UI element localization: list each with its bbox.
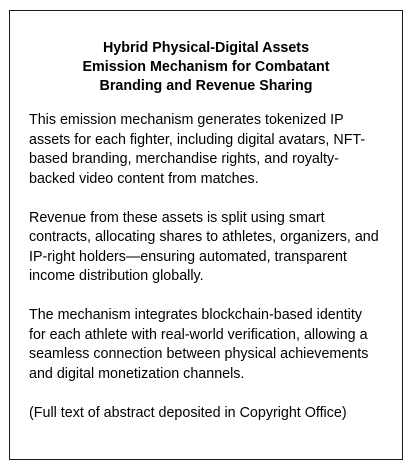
document-title: [10, 39, 402, 96]
text-line: (Full text of abstract deposited in Copyright Office): [29, 404, 347, 421]
abstract-body: [29, 111, 399, 443]
text-line: This emission mechanism generates tokenized IP: [29, 112, 344, 128]
abstract-box: [9, 10, 403, 460]
text-line: contracts, allocating shares to athletes, organizers, and: [29, 229, 379, 245]
text-line: The mechanism integrates blockchain-based identity: [29, 307, 362, 323]
text-line: and digital monetization channels.: [29, 365, 245, 382]
text-line: based branding, merchandise rights, and royalty-: [29, 151, 339, 167]
text-line: for each athlete with real-world verification, allowing a: [29, 326, 368, 343]
paragraph-identity-integration: [29, 306, 399, 384]
text-line: seamless connection between physical achievements: [29, 346, 369, 362]
title-line: Hybrid Physical-Digital Assets: [102, 40, 310, 56]
text-line: IP-right holders—ensuring automated, transparent: [29, 248, 347, 265]
text-line: income distribution globally.: [29, 268, 204, 284]
text-line: Revenue from these assets is split using smart: [29, 209, 325, 226]
paragraph-deposit-note: [29, 404, 399, 424]
text-line: assets for each fighter, including digital avatars, NFT-: [29, 131, 366, 148]
paragraph-asset-generation: [29, 111, 399, 189]
title-line: Branding and Revenue Sharing: [99, 78, 313, 94]
paragraph-revenue-sharing: [29, 209, 399, 287]
text-line: backed video content from matches.: [29, 170, 259, 187]
title-line: Emission Mechanism for Combatant: [82, 59, 330, 75]
